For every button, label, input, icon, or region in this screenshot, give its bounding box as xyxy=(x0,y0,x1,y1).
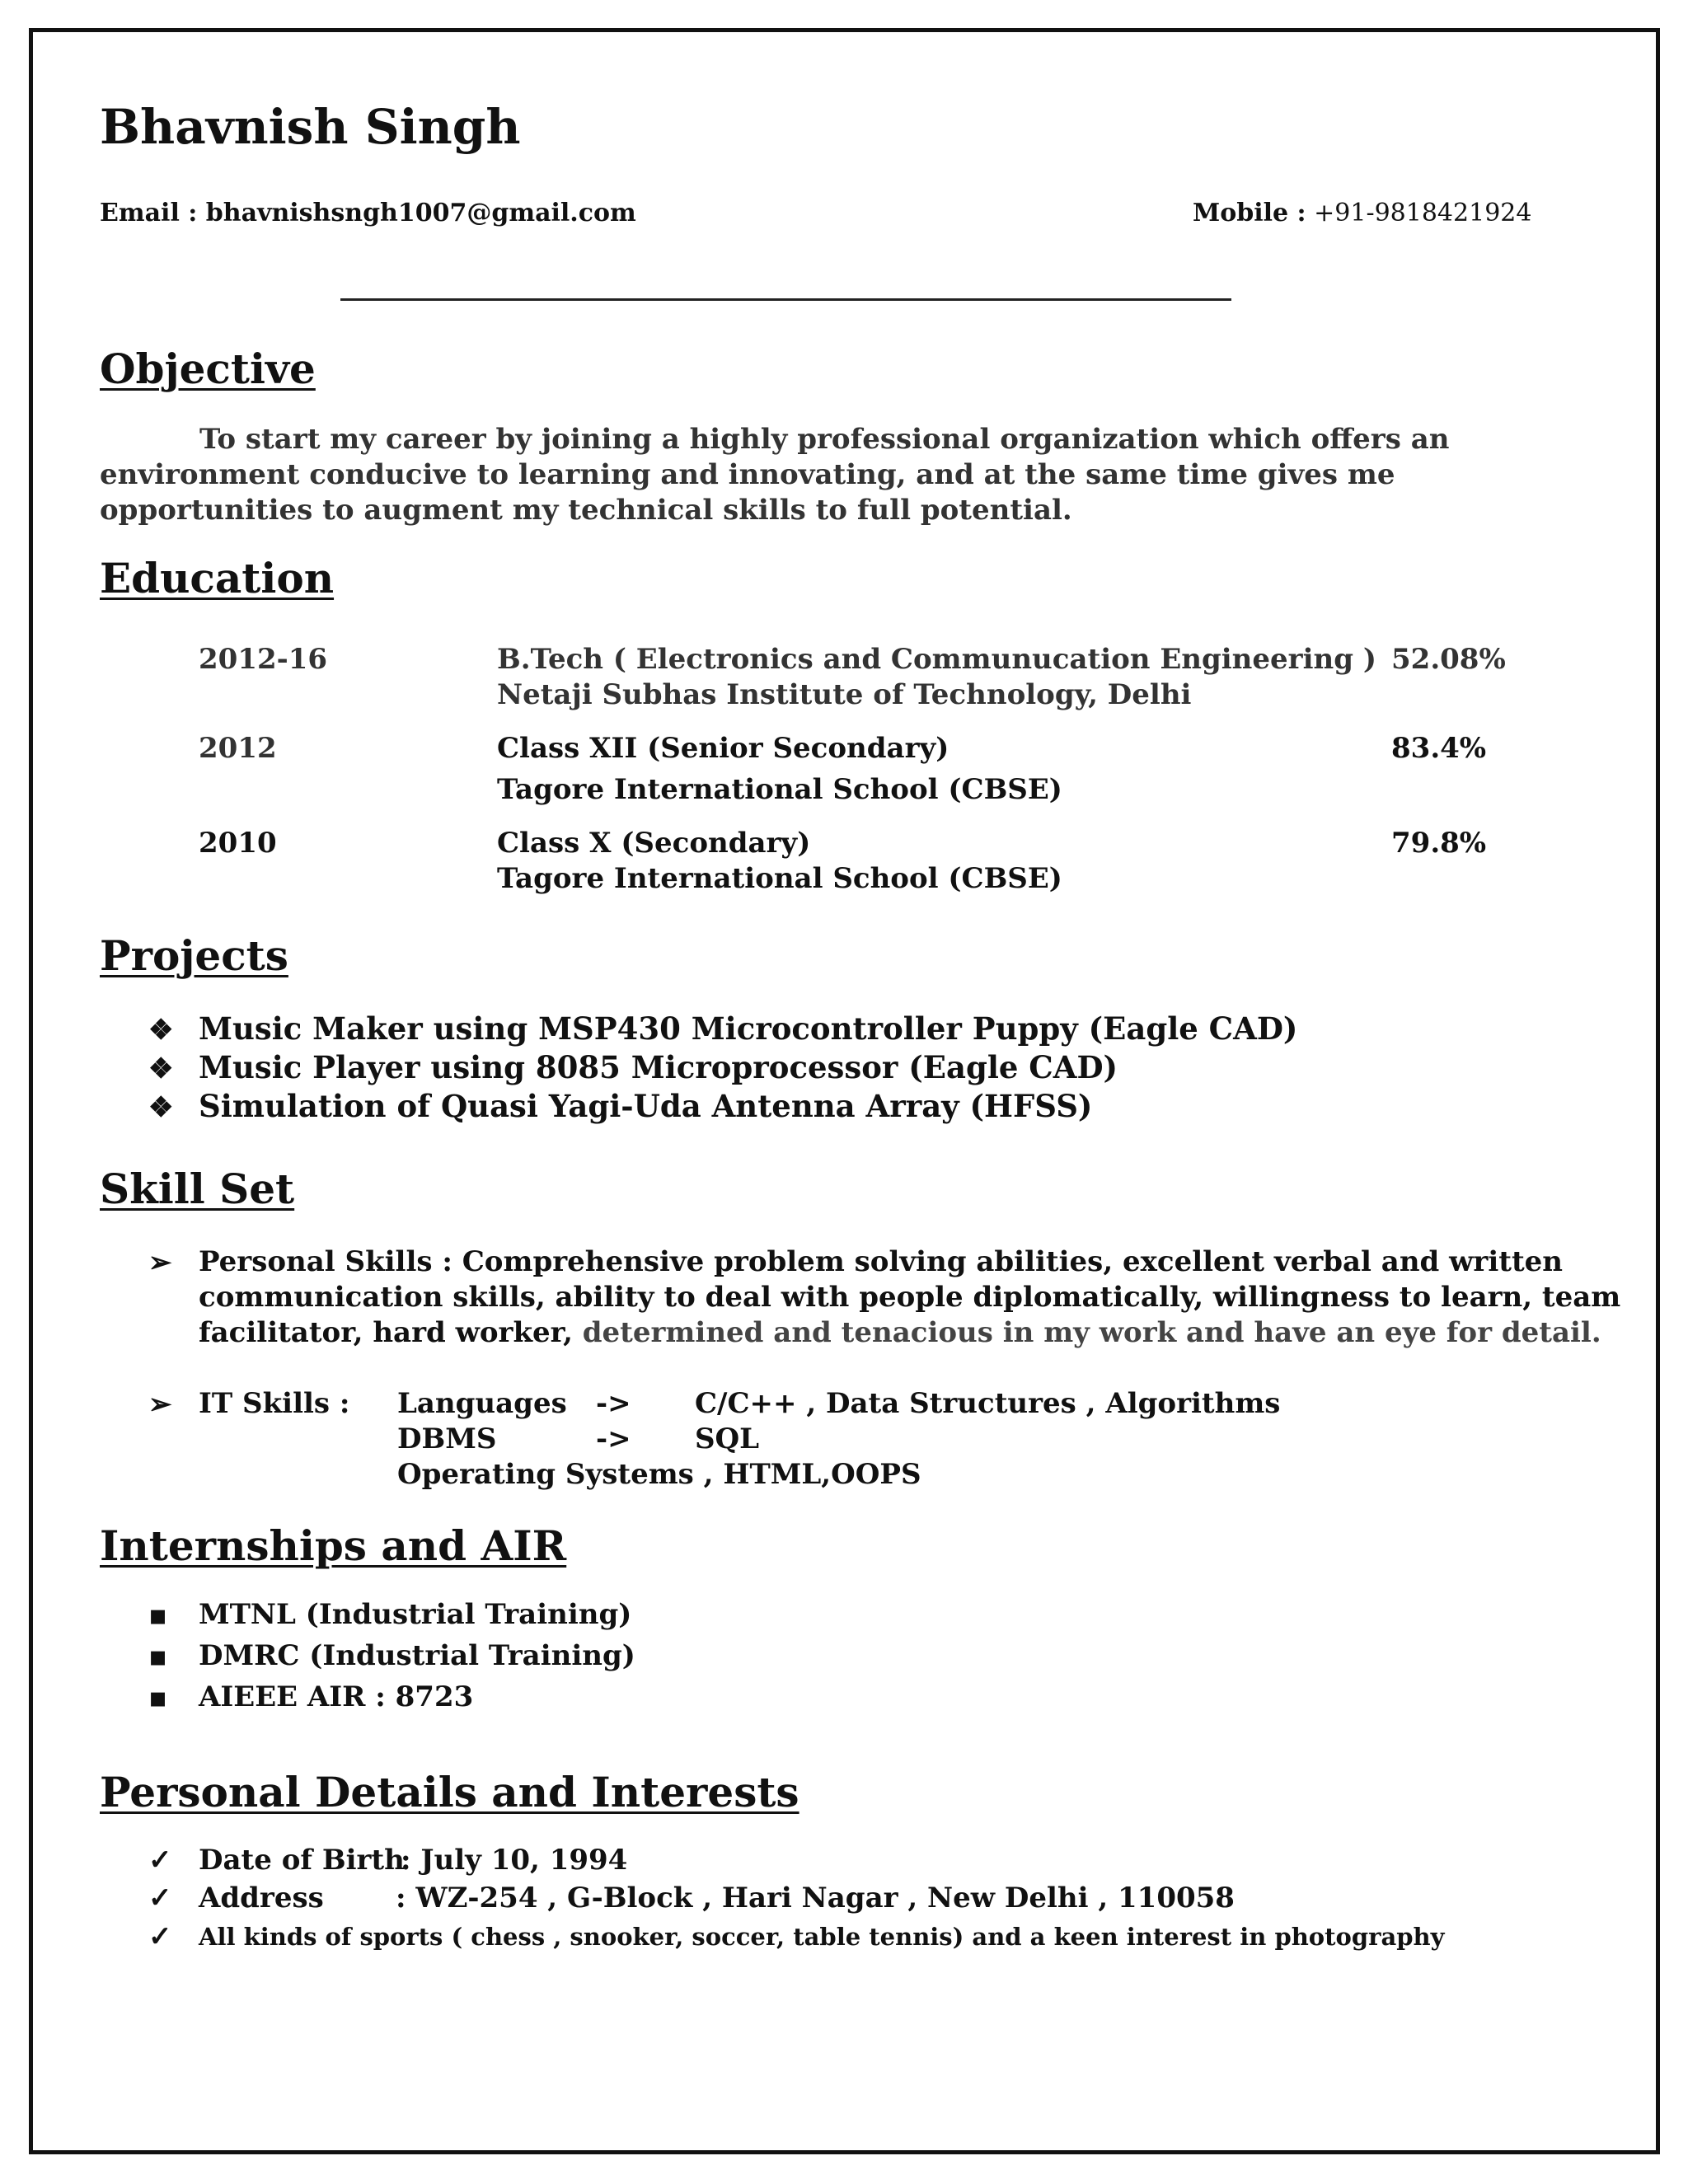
personal-skills-line: Personal Skills : Comprehensive problem solving abilities, excellent verbal and written xyxy=(199,1245,1564,1278)
mobile-value: +91-9818421924 xyxy=(1314,199,1532,227)
check-bullet-icon: ✓ xyxy=(148,1844,172,1877)
mobile xyxy=(1193,199,1531,227)
projects-heading: Projects xyxy=(100,931,288,980)
it-skill-extra: Operating Systems , HTML,OOPS xyxy=(397,1458,921,1491)
it-skill-value: C/C++ , Data Structures , Algorithms xyxy=(695,1387,1281,1420)
edu-school: Netaji Subhas Institute of Technology, Delhi xyxy=(497,678,1192,711)
edu-year: 2012 xyxy=(199,732,277,765)
edu-degree: B.Tech ( Electronics and Communucation Engineering ) xyxy=(497,643,1376,676)
it-skill-key: Languages xyxy=(397,1387,567,1420)
edu-year: 2012-16 xyxy=(199,643,328,676)
personal-skills-part: facilitator, hard worker, xyxy=(199,1316,573,1349)
education-heading: Education xyxy=(100,554,335,602)
edu-score: 83.4% xyxy=(1391,732,1487,765)
address-value: : WZ-254 , G-Block , Hari Nagar , New Delhi , 110058 xyxy=(396,1882,1235,1915)
edu-school: Tagore International School (CBSE) xyxy=(497,862,1062,895)
email: Email : bhavnishsngh1007@gmail.com xyxy=(100,199,636,227)
it-skill-arrow: -> xyxy=(596,1422,631,1455)
it-skill-key: DBMS xyxy=(397,1422,497,1455)
arrow-bullet-icon: ➢ xyxy=(148,1246,172,1279)
edu-score: 79.8% xyxy=(1391,827,1487,860)
square-bullet-icon: ▪ xyxy=(148,1640,168,1673)
arrow-bullet-icon: ➢ xyxy=(148,1388,172,1421)
objective-text: To start my career by joining a highly professional organization which offers an environment conducive to learning and innovating, and at the same time gives me opportunities to augment my technical skills to full potential. xyxy=(100,423,1450,527)
personal-skills-line xyxy=(199,1315,1601,1351)
personal-heading: Personal Details and Interests xyxy=(100,1768,799,1816)
interests-text: All kinds of sports ( chess , snooker, soccer, table tennis) and a keen interest in photography xyxy=(199,1923,1445,1951)
check-bullet-icon: ✓ xyxy=(148,1882,172,1915)
project-item: Simulation of Quasi Yagi-Uda Antenna Array (HFSS) xyxy=(199,1088,1093,1124)
internship-item: MTNL (Industrial Training) xyxy=(199,1598,632,1631)
internship-item: AIEEE AIR : 8723 xyxy=(199,1680,474,1713)
personal-skills-line: communication skills, ability to deal with people diplomatically, willingness to learn, team xyxy=(199,1281,1621,1314)
skills-heading: Skill Set xyxy=(100,1165,295,1213)
it-skills-label: IT Skills : xyxy=(199,1387,350,1420)
address-label: Address xyxy=(199,1882,324,1915)
candidate-name: Bhavnish Singh xyxy=(100,99,521,155)
edu-school: Tagore International School (CBSE) xyxy=(497,773,1062,806)
project-item: Music Maker using MSP430 Microcontroller Puppy (Eagle CAD) xyxy=(199,1010,1298,1047)
internship-item: DMRC (Industrial Training) xyxy=(199,1639,635,1672)
it-skill-arrow: -> xyxy=(596,1387,631,1420)
edu-score: 52.08% xyxy=(1391,643,1506,676)
edu-degree: Class X (Secondary) xyxy=(497,827,811,860)
internships-heading: Internships and AIR xyxy=(100,1521,567,1570)
personal-skills-part: determined and tenacious in my work and have an eye for detail. xyxy=(582,1316,1601,1349)
edu-year: 2010 xyxy=(199,827,277,860)
project-item: Music Player using 8085 Microprocessor (Eagle CAD) xyxy=(199,1049,1118,1085)
diamond-bullet-icon: ❖ xyxy=(148,1014,174,1047)
header-divider xyxy=(340,298,1231,301)
square-bullet-icon: ▪ xyxy=(148,1681,168,1714)
mobile-label: Mobile : xyxy=(1193,199,1306,227)
square-bullet-icon: ▪ xyxy=(148,1599,168,1632)
diamond-bullet-icon: ❖ xyxy=(148,1052,174,1085)
edu-degree: Class XII (Senior Secondary) xyxy=(497,732,950,765)
dob-value: : July 10, 1994 xyxy=(401,1844,628,1877)
diamond-bullet-icon: ❖ xyxy=(148,1091,174,1124)
check-bullet-icon: ✓ xyxy=(148,1920,172,1953)
objective-heading: Objective xyxy=(100,344,316,393)
dob-label: Date of Birth xyxy=(199,1844,405,1877)
it-skill-value: SQL xyxy=(695,1422,760,1455)
